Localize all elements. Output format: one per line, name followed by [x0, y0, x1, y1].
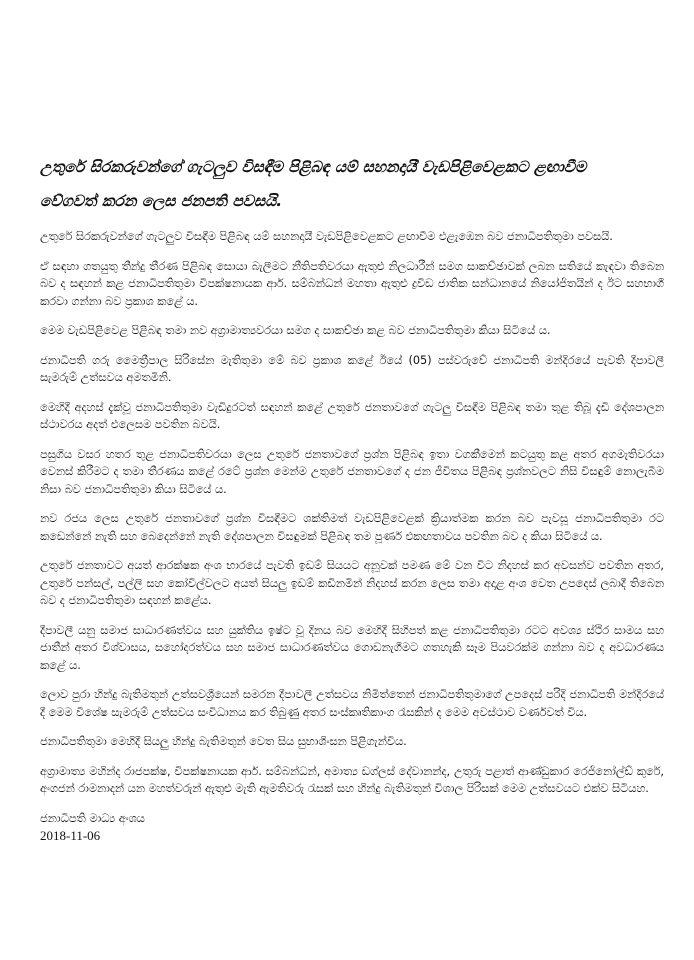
- paragraph: ජනාධිපතිතුමා මෙහිදී සියලු හින්දු බැතිමතුන් වෙත සිය සුභාශිංසන පිළිගැන්විය.: [40, 735, 407, 748]
- paragraph: නව රජය ලෙස උතුරේ ජනතාවගේ ප්‍රශ්න විසඳීමට ශක්තිමත් වැඩපිළිවෙළක් ක්‍රියාත්මක කරන බව පැවසූ ජනාධිපතිතුමා රට කඩෙන්නේ නැති සහ බෙදෙන්නේ නැති දේශපාලන විසඳුමක් පිළිබඳ තම පූර්ණ එකඟතාවය පවතින බව ද කියා සිටියේ ය.: [40, 512, 664, 543]
- paragraph: පසුගිය වසර හතර තුළ ජනාධිපතිවරයා ලෙස උතුරේ ජනතාවගේ ප්‍රශ්න පිළිබඳ ඉතා වගකීමෙන් කටයුතු කළ අතර අගමැතිවරයා වෙනස් කිරීමට ද තමා තීරණය කළේ රටේ ප්‍රශ්න මෙන්ම උතුරේ ජනතාවගේ ද ජන ජීවිතය පිළිබඳ ප්‍රශ්නවලට නිසි විසඳුම් නොලැබීම නිසා බව ජනාධිපතිතුමා කියා සිටියේ ය.: [40, 447, 664, 496]
- paragraph: උතුරේ සිරකරුවන්ගේ ගැටලුව විසඳීම පිළිබඳ යම් සහනදායී වැඩපිළිවෙළකට ළඟාවීම එළැඹෙන බව ජනාධිපතිතුමා පවසයි.: [40, 230, 613, 243]
- page-title: උතුරේ සිරකරුවන්ගේ ගැටලුව විසඳීම පිළිබඳ යම් සහනදායී වැඩපිළිවෙළකට ළඟාවීම වේගවත් කරන ලෙස ජනපති පවසයි.: [40, 158, 587, 210]
- issuing-office: ජනාධිපති මාධ්‍ය අංශය: [40, 811, 145, 825]
- paragraph: ලොව පුරා හින්දු බැතිමතුන් උත්සවශ්‍රීයෙන් සමරන දීපාවලී උත්සවය නිමිත්තෙන් ජනාධිපතිතුමාගේ උපදෙස් පරිදි ජනාධිපති මන්දිරයේ දී මෙම විශේෂ සැමරුම් උත්සවය සංවිධානය කර තිබුණු අතර සංස්කෘතිකාංග රැසකින් ද මෙම අවස්ථාව වර්ණවත් විය.: [40, 688, 664, 719]
- paragraph: ජනාධිපති ගරු මෛත්‍රීපාල සිරිසේන මැතිතුමා මේ බව ප්‍රකාශ කළේ ඊයේ (05) පස්වරුවේ ජනාධිපති මන්දිරයේ පැවති දීපාවලී සැමරුම් උත්සවය අමතමිනි.: [40, 353, 664, 384]
- paragraph: මෙහිදී අදහස් දැක්වූ ජනාධිපතිතුමා වැඩිදුරටත් සඳහන් කළේ උතුරේ ජනතාවගේ ගැටලු විසඳීම පිළිබඳ තමා තුළ තිබූ දැඩි දේශපාලන ස්ථාවරය අදත් එලෙසම පවතින බවයි.: [40, 400, 664, 431]
- release-date: 2018-11-06: [40, 827, 101, 843]
- paragraph: ඒ සඳහා ගතයුතු තීන්දු තීරණ පිළිබඳ සොයා බැලීමට නීතිපතිවරයා ඇතුළු නිලධාරීන් සමග සාකච්ඡාවක් ලබන සතියේ කැඳවා තිබෙන බව ද සඳහන් කළ ජනාධිපතිතුමා විපක්ෂනායක ආර්. සම්බන්ධන් මහතා ඇතුළු ද්‍රවිඩ ජාතික සන්ධානයේ නියෝජිතයින් ද ඊට සහභාගී කරවා ගන්නා බව ප්‍රකාශ කළේ ය.: [40, 259, 664, 308]
- signature-block: [40, 810, 664, 844]
- paragraph: අග්‍රාමාත්‍ය මහින්ද රාජපක්ෂ, විපක්ෂනායක ආර්. සම්බන්ධන්, අමාත්‍ය ඩග්ලස් දේවානන්ද, උතුරු පළාත් ආණ්ඩුකාර රෙජිනෝල්ඩ් කුරේ, අංගජන් රාමනාදන් යන මහත්වරුන් ඇතුළු මැති ඇමතිවරු රැසක් සහ හින්දු බැතිමතුන් විශාල පිරිසක් මෙම උත්සවයට එක්ව සිටියහ.: [40, 764, 664, 795]
- paragraph: දීපාවලී යනු සමාජ සාධාරණත්වය සහ යුක්තිය ඉෂ්ට වූ දිනය බව මෙහිදී සිහිපත් කළ ජනාධිපතිතුමා රටට අවශ්‍ය ස්ථිර සාමය සහ ජාතීන් අතර විශ්වාසය, සහෝදරත්වය සහ සමාජ සාධාරණත්වය ගොඩනැගීමට ගතහැකි සෑම පියවරක්ම ගන්නා බව ද අවධාරණය කළේ ය.: [40, 623, 664, 672]
- article-body: [40, 228, 664, 844]
- paragraph: මෙම වැඩපිළිවෙළ පිළිබඳ තමා නව අග්‍රාමාත්‍යවරයා සමග ද සාකච්ඡා කළ බව ජනාධිපතිතුමා කියා සිටියේ ය.: [40, 324, 551, 337]
- paragraph: උතුරේ ජනතාවට අයත් ආරක්ෂක අංශ භාරයේ පැවති ඉඩම් සියයට අනූවක් පමණ මේ වන විට නිදහස් කර අවසන්ව පවතින අතර, උතුරේ පන්සල්, පල්ලි සහ කෝවිල්වලට අයත් සියලු ඉඩම් කඩිනමින් නිදහස් කරන ලෙස තමා අදාළ අංශ වෙත උපදෙස් ලබාදී තිබෙන බව ද ජනාධිපතිතුමා සඳහන් කළේය.: [40, 559, 664, 607]
